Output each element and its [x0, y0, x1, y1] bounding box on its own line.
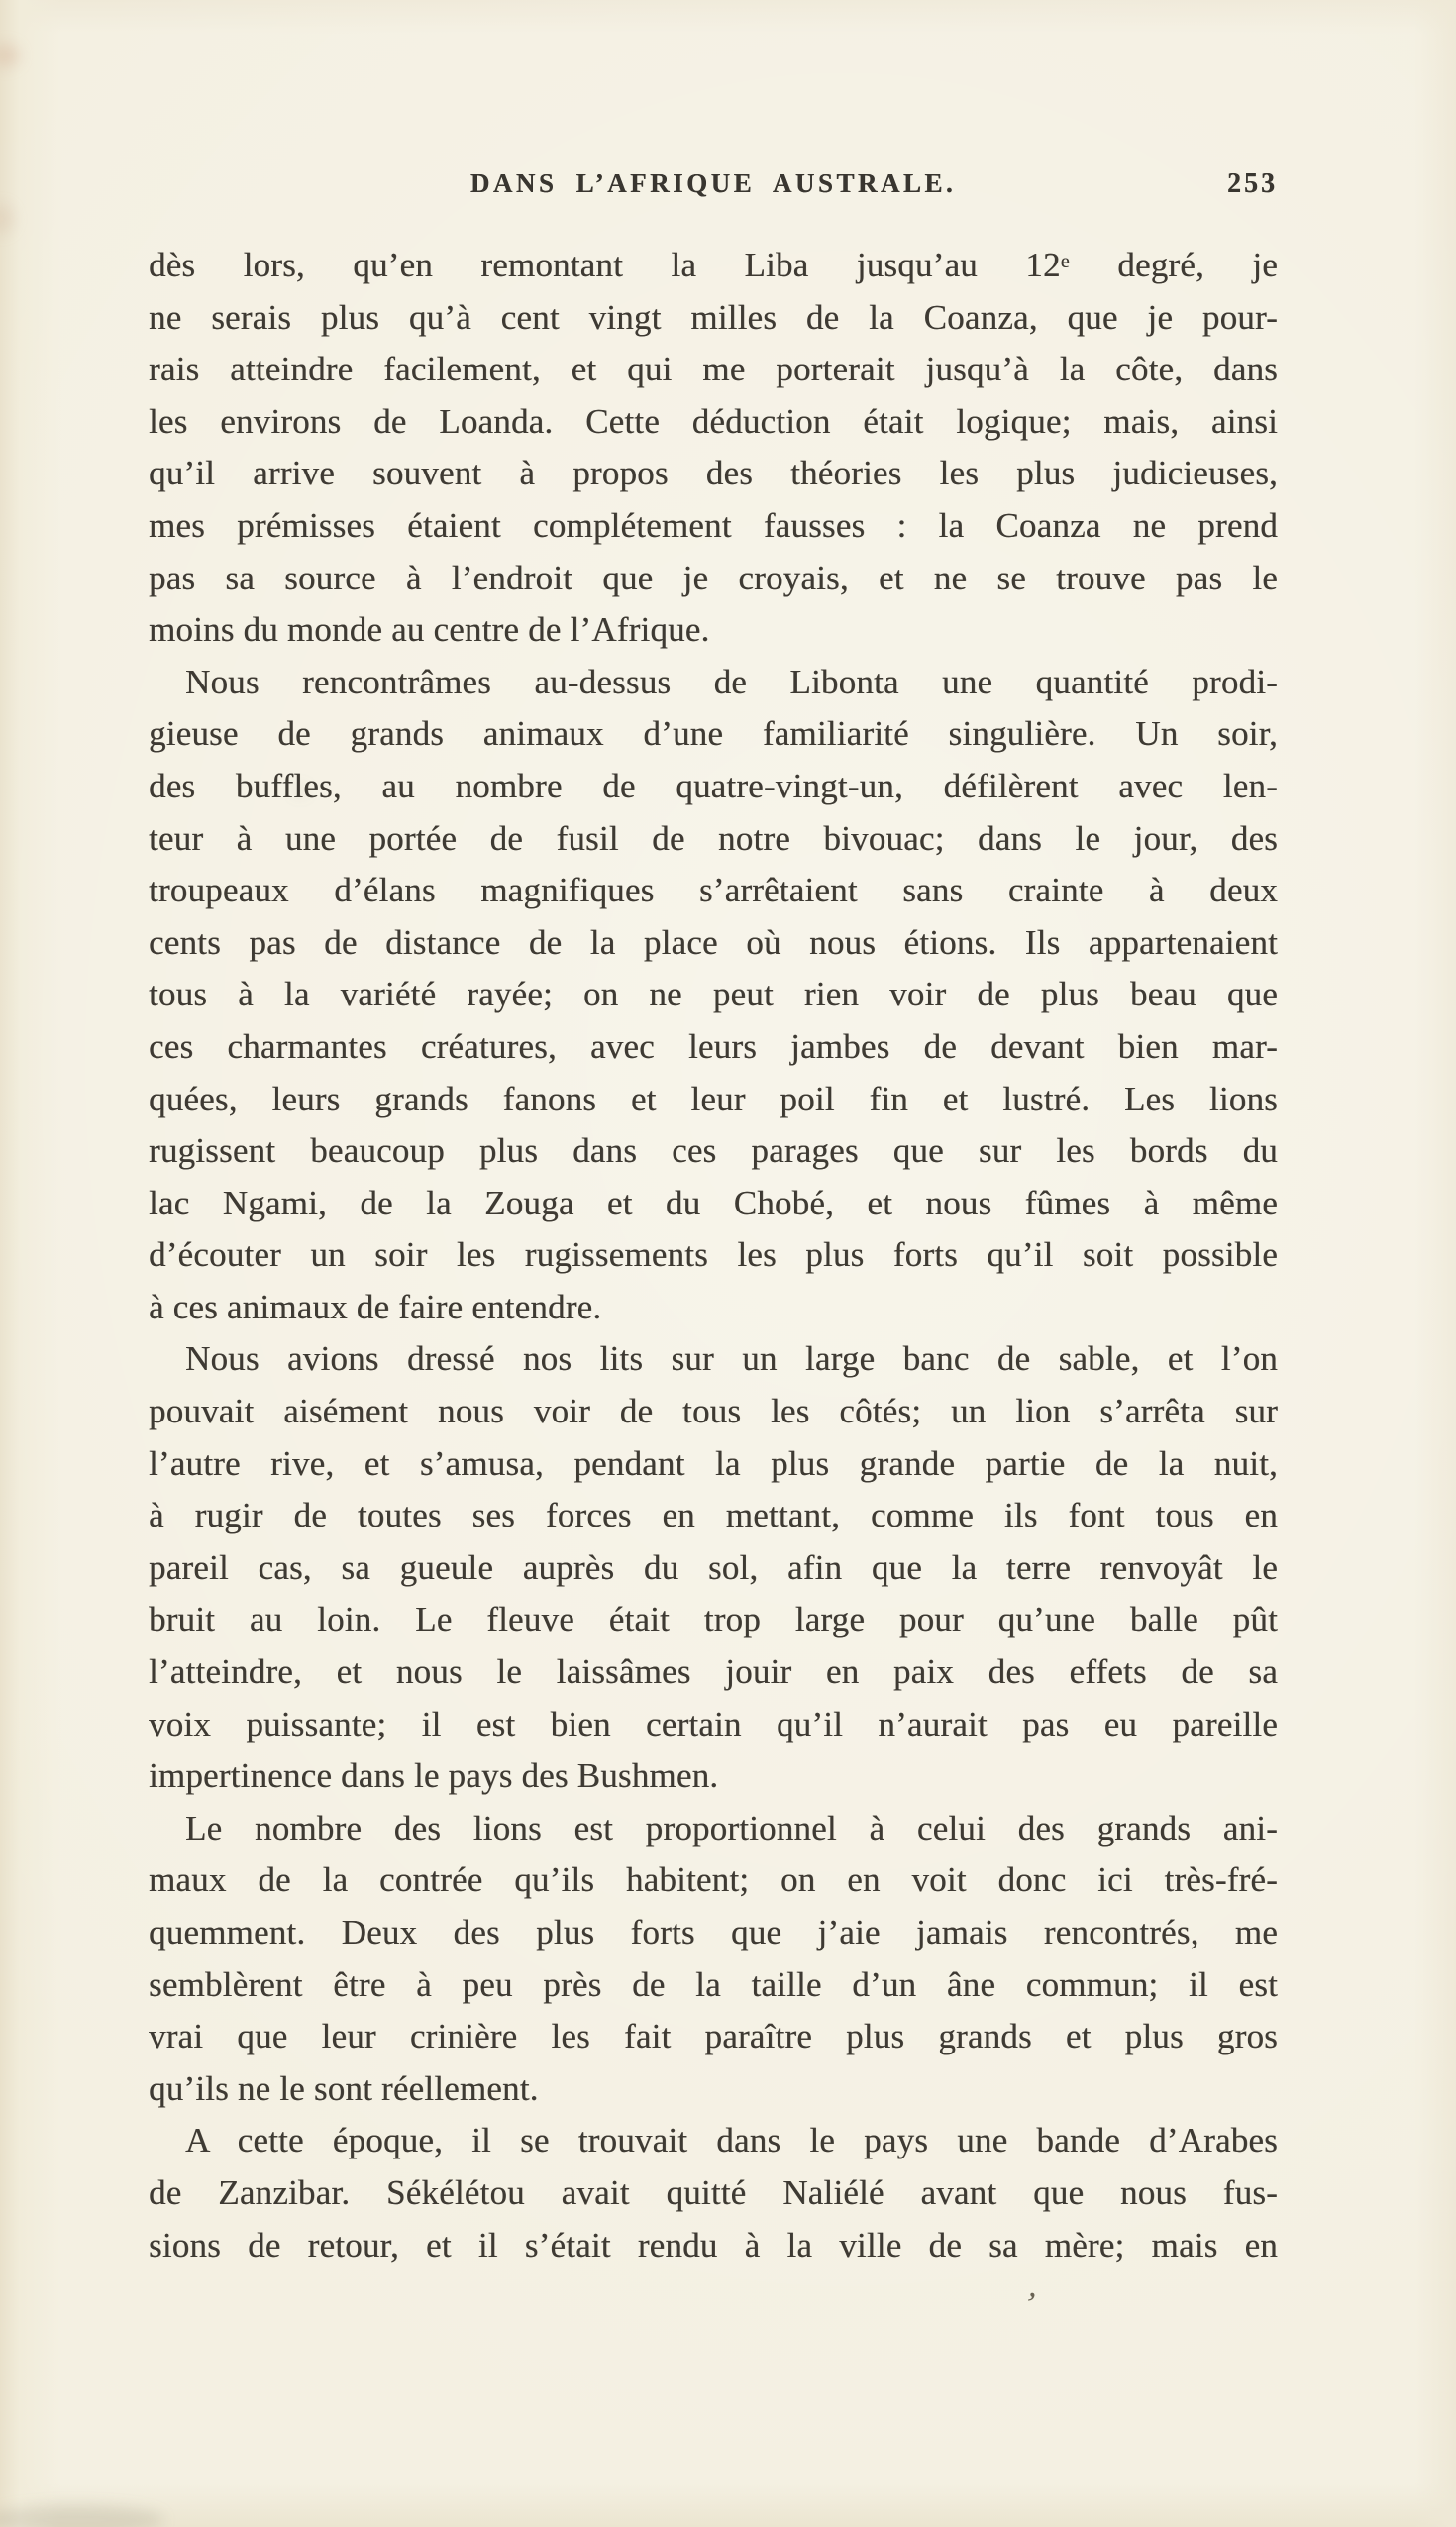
paper-edge-smudge [0, 204, 14, 234]
text-line: les environs de Loanda. Cette déduction était logique; mais, ainsi [149, 401, 1278, 441]
paragraph [149, 2115, 1278, 2271]
text-line: bruit au loin. Le fleuve était trop large pour qu’une balle pût [149, 1600, 1278, 1639]
ink-mark-artifact: ’ [1019, 2285, 1040, 2324]
paper-edge-smudge [0, 44, 20, 67]
text-line [149, 240, 1278, 292]
text-line: quées, leurs grands fanons et leur poil fin et lustré. Les lions [149, 1079, 1278, 1118]
text-block [149, 240, 1278, 2271]
text-line: qu’il arrive souvent à propos des théories les plus judicieuses, [149, 454, 1278, 493]
text-line: l’atteindre, et nous le laissâmes jouir en paix des effets de sa [149, 1652, 1278, 1692]
text-line: mes prémisses étaient complétement fausses : la Coanza ne prend [149, 505, 1278, 545]
text-line: pouvait aisément nous voir de tous les côtés; un lion s’arrêta sur [149, 1392, 1278, 1431]
text-line: vrai que leur crinière les fait paraître plus grands et plus gros [149, 2017, 1278, 2056]
paragraph [149, 1803, 1278, 2116]
text-line: semblèrent être à peu près de la taille d’un âne commun; il est [149, 1964, 1278, 2004]
text-line: qu’ils ne le sont réellement. [149, 2068, 539, 2108]
text-line: quemment. Deux des plus forts que j’aie jamais rencontrés, me [149, 1913, 1278, 1951]
paragraph [149, 240, 1278, 657]
text-line: ne serais plus qu’à cent vingt milles de la Coanza, que je pour- [149, 297, 1278, 337]
text-line: gieuse de grands animaux d’une familiarité singulière. Un soir, [149, 714, 1278, 754]
text-line: sions de retour, et il s’était rendu à la ville de sa mère; mais en [149, 2225, 1278, 2264]
text-segment: degré, je [1069, 246, 1278, 284]
paper-edge-smudge [0, 2505, 164, 2527]
text-line: de Zanzibar. Sékélétou avait quitté Naliélé avant que nous fus- [149, 2172, 1278, 2212]
page-number: 253 [1227, 168, 1278, 199]
text-line: impertinence dans le pays des Bushmen. [149, 1756, 719, 1796]
text-line: pas sa source à l’endroit que je croyais, et ne se trouve pas le [149, 558, 1278, 597]
text-line: ces charmantes créatures, avec leurs jambes de devant bien mar- [149, 1026, 1278, 1066]
text-line: l’autre rive, et s’amusa, pendant la plus grande partie de la nuit, [149, 1443, 1278, 1483]
text-line: voix puissante; il est bien certain qu’il n’aurait pas eu pareille [149, 1704, 1278, 1743]
text-line: rugissent beaucoup plus dans ces parages que sur les bords du [149, 1131, 1278, 1171]
text-line: maux de la contrée qu’ils habitent; on en voit donc ici très-fré- [149, 1860, 1278, 1900]
text-line: A cette époque, il se trouvait dans le pays une bande d’Arabes [185, 2121, 1278, 2160]
text-line: rais atteindre facilement, et qui me porterait jusqu’à la côte, dans [149, 350, 1278, 389]
text-line: moins du monde au centre de l’Afrique. [149, 610, 710, 650]
text-line: à ces animaux de faire entendre. [149, 1287, 602, 1326]
text-line: tous à la variété rayée; on ne peut rien voir de plus beau que [149, 975, 1278, 1014]
text-line: Le nombre des lions est proportionnel à celui des grands ani- [185, 1808, 1278, 1847]
text-line: à rugir de toutes ses forces en mettant, comme ils font tous en [149, 1496, 1278, 1535]
text-line: Nous avions dressé nos lits sur un large banc de sable, et l’on [185, 1339, 1278, 1379]
text-line: Nous rencontrâmes au-dessus de Libonta une quantité prodi- [185, 662, 1278, 701]
text-line: pareil cas, sa gueule auprès du sol, afin que la terre renvoyât le [149, 1547, 1278, 1587]
text-line: lac Ngami, de la Zouga et du Chobé, et nous fûmes à même [149, 1183, 1278, 1222]
paragraph [149, 657, 1278, 1334]
running-title: DANS L’AFRIQUE AUSTRALE. [469, 168, 957, 198]
page-header [149, 168, 1278, 210]
text-line: troupeaux d’élans magnifiques s’arrêtaient sans crainte à deux [149, 871, 1278, 910]
text-line: d’écouter un soir les rugissements les plus forts qu’il soit possible [149, 1235, 1278, 1275]
text-line: teur à une portée de fusil de notre bivouac; dans le jour, des [149, 818, 1278, 858]
text-line: des buffles, au nombre de quatre-vingt-un, défilèrent avec len- [149, 766, 1278, 805]
text-line: cents pas de distance de la place où nous étions. Ils appartenaient [149, 922, 1278, 962]
superscript-ordinal: e [1060, 250, 1070, 272]
text-segment: dès lors, qu’en remontant la Liba jusqu’au 12 [149, 246, 1061, 284]
paragraph [149, 1333, 1278, 1802]
